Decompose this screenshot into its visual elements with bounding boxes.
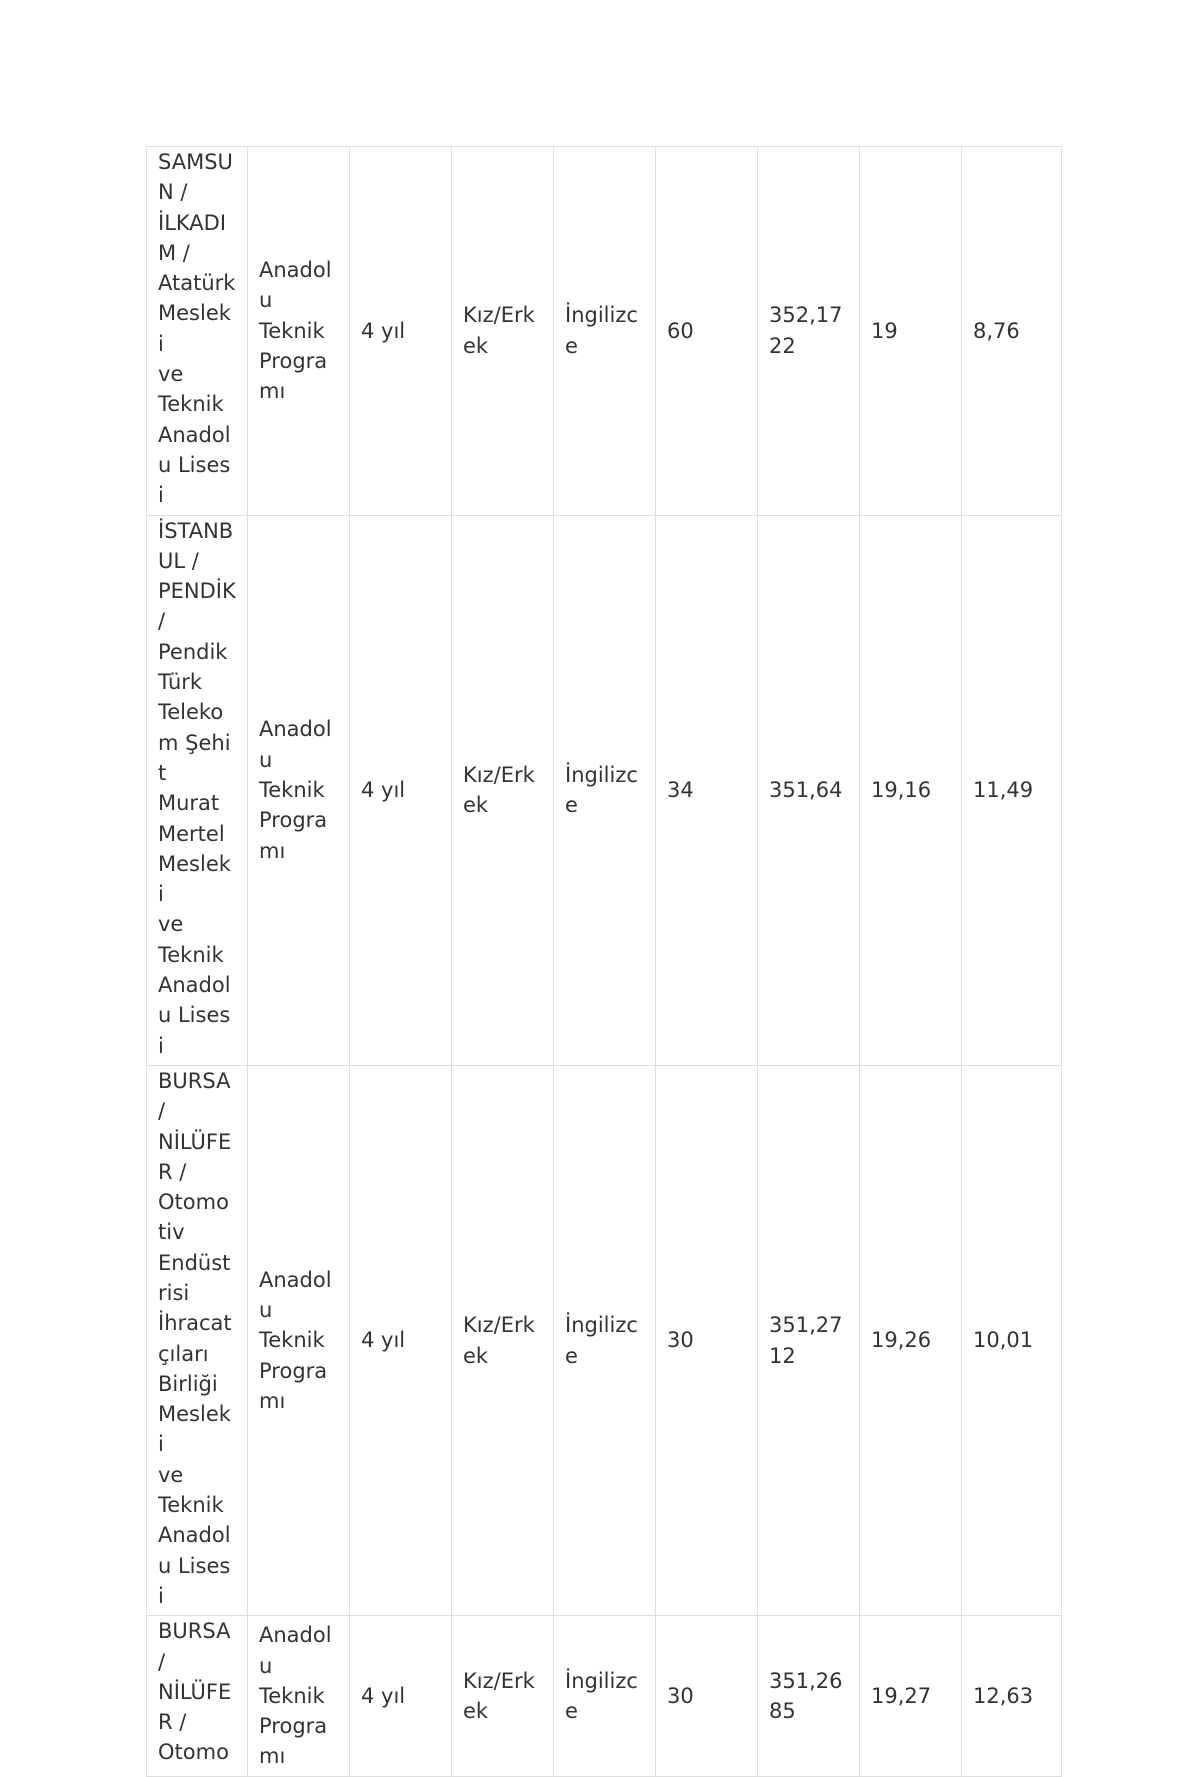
score-cell: 351,27 12: [758, 1065, 860, 1615]
school-table: [146, 146, 1062, 1777]
table-row: [147, 515, 1062, 1065]
duration-cell: 4 yıl: [350, 147, 452, 516]
table-row: [147, 1065, 1062, 1615]
language-cell: İngilizc e: [554, 1616, 656, 1776]
program-cell: Anadol u Teknik Progra mı: [248, 1065, 350, 1615]
value-a-cell: 19: [860, 147, 962, 516]
value-b-cell: 12,63: [962, 1616, 1062, 1776]
quota-cell: 30: [656, 1616, 758, 1776]
value-b-cell: 8,76: [962, 147, 1062, 516]
table-row: [147, 1616, 1062, 1776]
school-name-cell: SAMSU N / İLKADI M / Atatürk Mesleki ve Teknik Anadol u Lisesi: [147, 147, 248, 516]
score-cell: 351,64: [758, 515, 860, 1065]
program-cell: Anadol u Teknik Progra mı: [248, 147, 350, 516]
program-cell: Anadol u Teknik Progra mı: [248, 515, 350, 1065]
school-name-cell: BURSA / NİLÜFE R / Otomo: [147, 1616, 248, 1776]
gender-cell: Kız/Erk ek: [452, 1616, 554, 1776]
quota-cell: 60: [656, 147, 758, 516]
value-b-cell: 10,01: [962, 1065, 1062, 1615]
table-row: [147, 147, 1062, 516]
value-b-cell: 11,49: [962, 515, 1062, 1065]
duration-cell: 4 yıl: [350, 1616, 452, 1776]
value-a-cell: 19,16: [860, 515, 962, 1065]
value-a-cell: 19,26: [860, 1065, 962, 1615]
quota-cell: 34: [656, 515, 758, 1065]
duration-cell: 4 yıl: [350, 1065, 452, 1615]
gender-cell: Kız/Erk ek: [452, 1065, 554, 1615]
gender-cell: Kız/Erk ek: [452, 515, 554, 1065]
value-a-cell: 19,27: [860, 1616, 962, 1776]
duration-cell: 4 yıl: [350, 515, 452, 1065]
language-cell: İngilizc e: [554, 515, 656, 1065]
school-name-cell: İSTANB UL / PENDİK / Pendik Türk Teleko m Şehit Murat Mertel Mesleki ve Teknik Anadol u Lisesi: [147, 515, 248, 1065]
quota-cell: 30: [656, 1065, 758, 1615]
school-name-cell: BURSA / NİLÜFE R / Otomo tiv Endüst risi İhracat çıları Birliği Mesleki ve Teknik Anadol u Lisesi: [147, 1065, 248, 1615]
program-cell: Anadol u Teknik Progra mı: [248, 1616, 350, 1776]
gender-cell: Kız/Erk ek: [452, 147, 554, 516]
score-cell: 352,17 22: [758, 147, 860, 516]
language-cell: İngilizc e: [554, 1065, 656, 1615]
score-cell: 351,26 85: [758, 1616, 860, 1776]
language-cell: İngilizc e: [554, 147, 656, 516]
